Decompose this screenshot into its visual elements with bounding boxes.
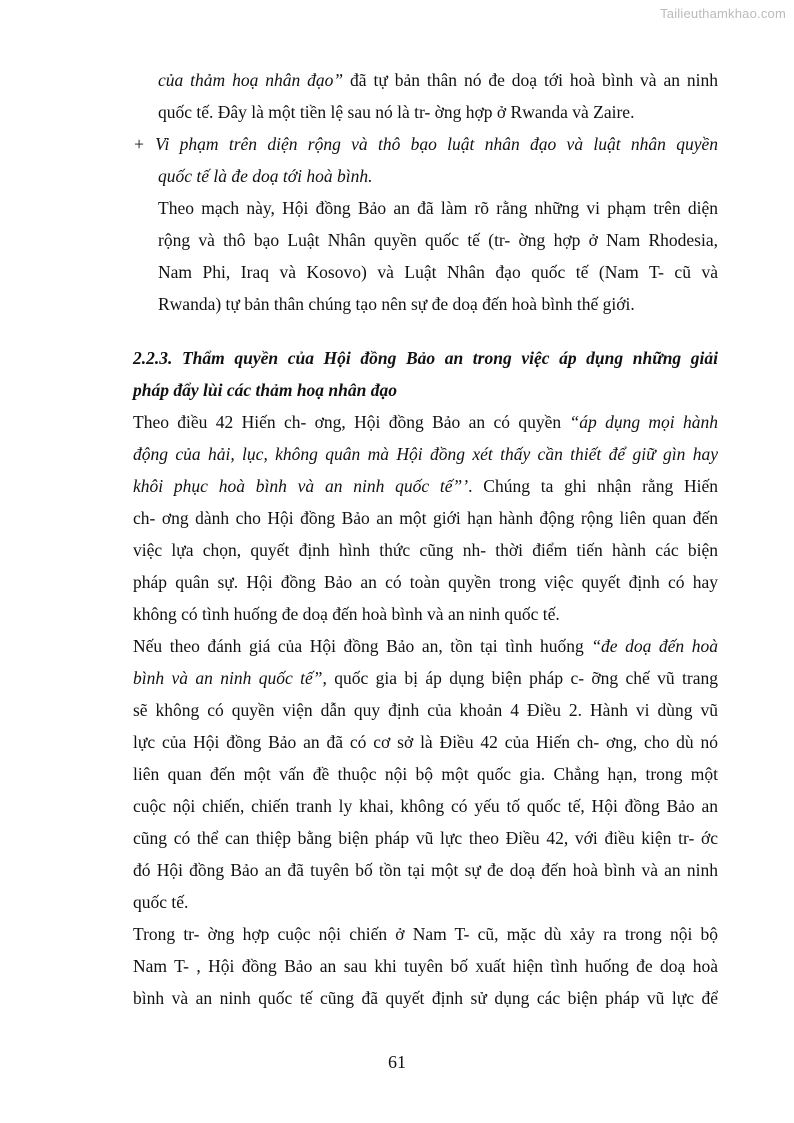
text-span: Nếu theo đánh giá của Hội đồng Bảo an, tồn tại tình huống	[133, 636, 592, 656]
text-line: Nam T- , Hội đồng Bảo an sau khi tuyên bố xuất hiện tình huống đe doạ hoà	[133, 956, 718, 976]
text-line: bình và an ninh quốc tế cũng đã quyết định sử dụng các biện pháp vũ lực để	[133, 988, 718, 1008]
page-body	[133, 64, 718, 1014]
text-span: , quốc gia bị áp dụng biện pháp c- ỡng chế vũ trang	[322, 668, 719, 688]
italic-quote: bình và an ninh quốc tế”	[133, 668, 323, 688]
italic-quote: khôi phục hoà bình và an ninh quốc tế”’	[133, 476, 469, 496]
text-line	[133, 662, 718, 694]
text-line: cuộc nội chiến, chiến tranh ly khai, không có yếu tố quốc tế, Hội đồng Bảo an	[133, 796, 718, 816]
text-line: động của hải, lục, không quân mà Hội đồng xét thấy cần thiết để giữ gìn hay	[133, 444, 718, 464]
text-line: cũng có thể can thiệp bằng biện pháp vũ lực theo Điều 42, với điều kiện tr- ớc	[133, 828, 718, 848]
text-line: việc lựa chọn, quyết định hình thức cũng nh- thời điểm tiến hành các biện	[133, 540, 718, 560]
text-span: Theo điều 42 Hiến ch- ơng, Hội đồng Bảo an có quyền	[133, 412, 570, 432]
text-line: Trong tr- ờng hợp cuộc nội chiến ở Nam T- cũ, mặc dù xảy ra trong nội bộ	[133, 924, 718, 944]
section-heading: pháp đẩy lùi các thảm hoạ nhân đạo	[133, 380, 398, 400]
text-span: đã tự bản thân nó đe doạ tới hoà bình và an ninh	[343, 70, 718, 90]
text-line: lực của Hội đồng Bảo an đã có cơ sở là Điều 42 của Hiến ch- ơng, cho dù nó	[133, 732, 718, 752]
italic-quote: của thảm hoạ nhân đạo”	[158, 70, 344, 90]
text-line: quốc tế là đe doạ tới hoà bình.	[158, 166, 373, 186]
text-line	[133, 630, 718, 662]
text-line: pháp quân sự. Hội đồng Bảo an có toàn quyền trong việc quyết định có hay	[133, 572, 718, 592]
text-line: quốc tế. Đây là một tiền lệ sau nó là tr- ờng hợp ở Rwanda và Zaire.	[158, 102, 635, 122]
text-span: . Chúng ta ghi nhận rằng Hiến	[468, 476, 718, 496]
text-line: Nam Phi, Iraq và Kosovo) và Luật Nhân đạo quốc tế (Nam T- cũ và	[158, 262, 718, 282]
text-line: sẽ không có quyền viện dẫn quy định của khoản 4 Điều 2. Hành vi dùng vũ	[133, 700, 718, 720]
text-line: đó Hội đồng Bảo an đã tuyên bố tồn tại một sự đe doạ đến hoà bình và an ninh	[133, 860, 718, 880]
text-line: liên quan đến một vấn đề thuộc nội bộ một quốc gia. Chẳng hạn, trong một	[133, 764, 718, 784]
text-line: Rwanda) tự bản thân chúng tạo nên sự đe doạ đến hoà bình thế giới.	[158, 294, 635, 314]
text-line: Theo mạch này, Hội đồng Bảo an đã làm rõ rằng những vi phạm trên diện	[158, 198, 718, 218]
section-heading: 2.2.3. Thẩm quyền của Hội đồng Bảo an trong việc áp dụng những giải	[133, 348, 718, 368]
watermark: Tailieuthamkhao.com	[660, 6, 786, 21]
text-line	[133, 64, 718, 96]
italic-quote: “áp dụng mọi hành	[569, 412, 719, 432]
text-line: không có tình huống đe doạ đến hoà bình và an ninh quốc tế.	[133, 604, 560, 624]
italic-quote: “đe doạ đến hoà	[591, 636, 718, 656]
text-line: quốc tế.	[133, 892, 189, 912]
page-number: 61	[388, 1052, 406, 1072]
text-line: rộng và thô bạo Luật Nhân quyền quốc tế (tr- ờng hợp ở Nam Rhodesia,	[158, 230, 718, 250]
text-line	[133, 470, 718, 502]
spacer	[133, 320, 718, 342]
text-line	[133, 406, 718, 438]
text-line: ch- ơng dành cho Hội đồng Bảo an một giới hạn hành động rộng liên quan đến	[133, 508, 718, 528]
text-line: + Vi phạm trên diện rộng và thô bạo luật nhân đạo và luật nhân quyền	[133, 134, 718, 154]
